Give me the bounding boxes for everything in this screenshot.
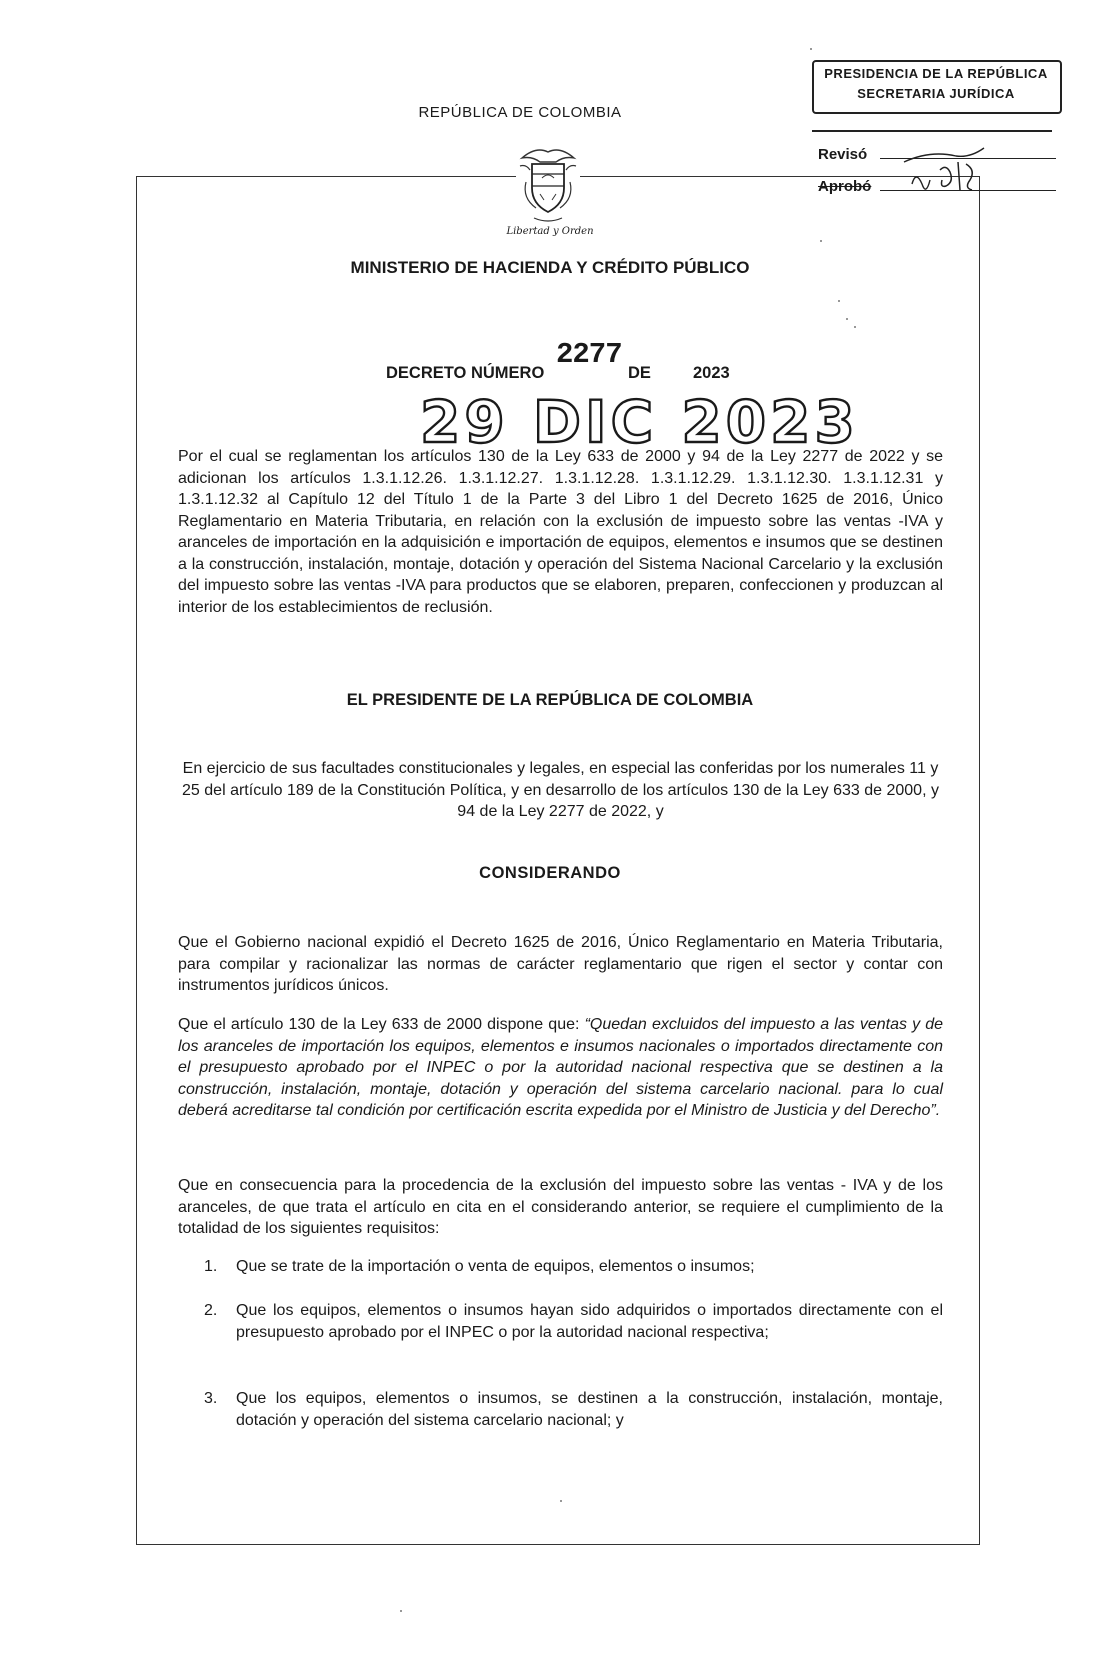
considerando-paragraph-3: Que en consecuencia para la procedencia de la exclusión del impuesto sobre las ventas - IVA y de los aranceles, de que trata el artículo en cita en el considerando anterior, se requiere el cumplimiento de la totalidad de los siguientes requisitos:: [178, 1177, 943, 1237]
considerando-heading: CONSIDERANDO: [479, 864, 621, 882]
ministry-heading: MINISTERIO DE HACIENDA Y CRÉDITO PÚBLICO: [350, 258, 750, 277]
de-label: DE: [628, 364, 651, 382]
decree-summary: Por el cual se reglamentan los artículos 130 de la Ley 633 de 2000 y 94 de la Ley 2277 de 2022 y se adicionan los artículos 1.3.1.12.26. 1.3.1.12.27. 1.3.1.12.28. 1.3.1.12.29. 1.3.1.12.30. 1.3.1.12.31 y 1.3.1.12.32 al Capítulo 12 del Título 1 de la Parte 3 del Libro 1 del Decreto 1625 de 2016, Único Reglamentario en Materia Tributaria, en relación con la exclusión de impuesto sobre las ventas -IVA y aranceles de importación en la adquisición e importación de equipos, elementos e insumos que se destinen a la construcción, instalación, montaje, dotación y operación del Sistema Nacional Carcelario y la exclusión del impuesto sobre las ventas -IVA para productos que se elaboren, preparen, confeccionen y produzcan al interior de los establecimientos de reclusión.: [178, 448, 943, 616]
decree-year: 2023: [693, 364, 730, 382]
considerando-paragraph-1: Que el Gobierno nacional expidió el Decreto 1625 de 2016, Único Reglamentario en Materia Tributaria, para compilar y racionalizar las normas de carácter reglamentario que rigen el sector y contar con instrumentos jurídicos únicos.: [178, 934, 943, 994]
list-item-number: 2.: [204, 1302, 218, 1319]
handwritten-initials: [900, 140, 1010, 200]
list-item-number: 3.: [204, 1390, 218, 1407]
list-item: Que los equipos, elementos o insumos, se destinen a la construcción, instalación, montaje, dotación y operación del sistema carcelario nacional; y: [236, 1390, 943, 1429]
powers-paragraph: En ejercicio de sus facultades constitucionales y legales, en especial las conferidas por los numerales 11 y 25 del artículo 189 de la Constitución Política, y en desarrollo de los artículos 130 de la Ley 633 de 2000, y 94 de la Ley 2277 de 2022, y: [182, 760, 939, 820]
scan-speck: [560, 1500, 562, 1502]
republic-heading: REPÚBLICA DE COLOMBIA: [418, 104, 622, 121]
decree-number: 2277: [556, 338, 622, 371]
stamp-title: PRESIDENCIA DE LA REPÚBLICA: [824, 66, 1048, 81]
law-quote: “Quedan excluidos del impuesto a las ventas y de los aranceles de importación los equipos, elementos e insumos nacionales o importados directamente con el presupuesto aprobado por el INPEC o por la autoridad nacional respectiva que se destinen a la construcción, instalación, montaje, dotación y operación del sistema carcelario nacional. para lo cual deberá acreditarse tal condición por certificación escrita expedida por el Ministro de Justicia y del Derecho”.: [178, 1016, 944, 1119]
motto-text: Libertad y Orden: [506, 226, 594, 237]
scan-speck: [854, 326, 856, 328]
list-item-number: 1.: [204, 1258, 218, 1275]
considerando-paragraph-2: [178, 1014, 943, 1122]
list-item: Que los equipos, elementos o insumos hayan sido adquiridos o importados directamente con el presupuesto aprobado por el INPEC o por la autoridad nacional respectiva;: [236, 1302, 943, 1341]
list-item: Que se trate de la importación o venta de equipos, elementos o insumos;: [236, 1258, 755, 1275]
stamp-subtitle: SECRETARIA JURÍDICA: [857, 86, 1015, 101]
coat-of-arms-icon: [516, 142, 580, 226]
reviso-label: Revisó: [818, 146, 868, 163]
scan-speck: [838, 300, 840, 302]
president-heading: EL PRESIDENTE DE LA REPÚBLICA DE COLOMBIA: [346, 691, 754, 709]
scan-speck: [846, 318, 848, 320]
aprobo-label: Aprobó: [818, 178, 872, 195]
quote-intro: Que el artículo 130 de la Ley 633 de 2000 dispone que:: [178, 1016, 585, 1033]
date-stamp: 29 DIC 2023: [420, 388, 859, 456]
frame-top-rule-left: [136, 176, 516, 177]
stamp-rule: [812, 130, 1052, 132]
scan-speck: [810, 48, 812, 50]
decree-label: DECRETO NÚMERO: [386, 364, 545, 382]
scan-speck: [820, 240, 822, 242]
scan-speck: [400, 1610, 402, 1612]
